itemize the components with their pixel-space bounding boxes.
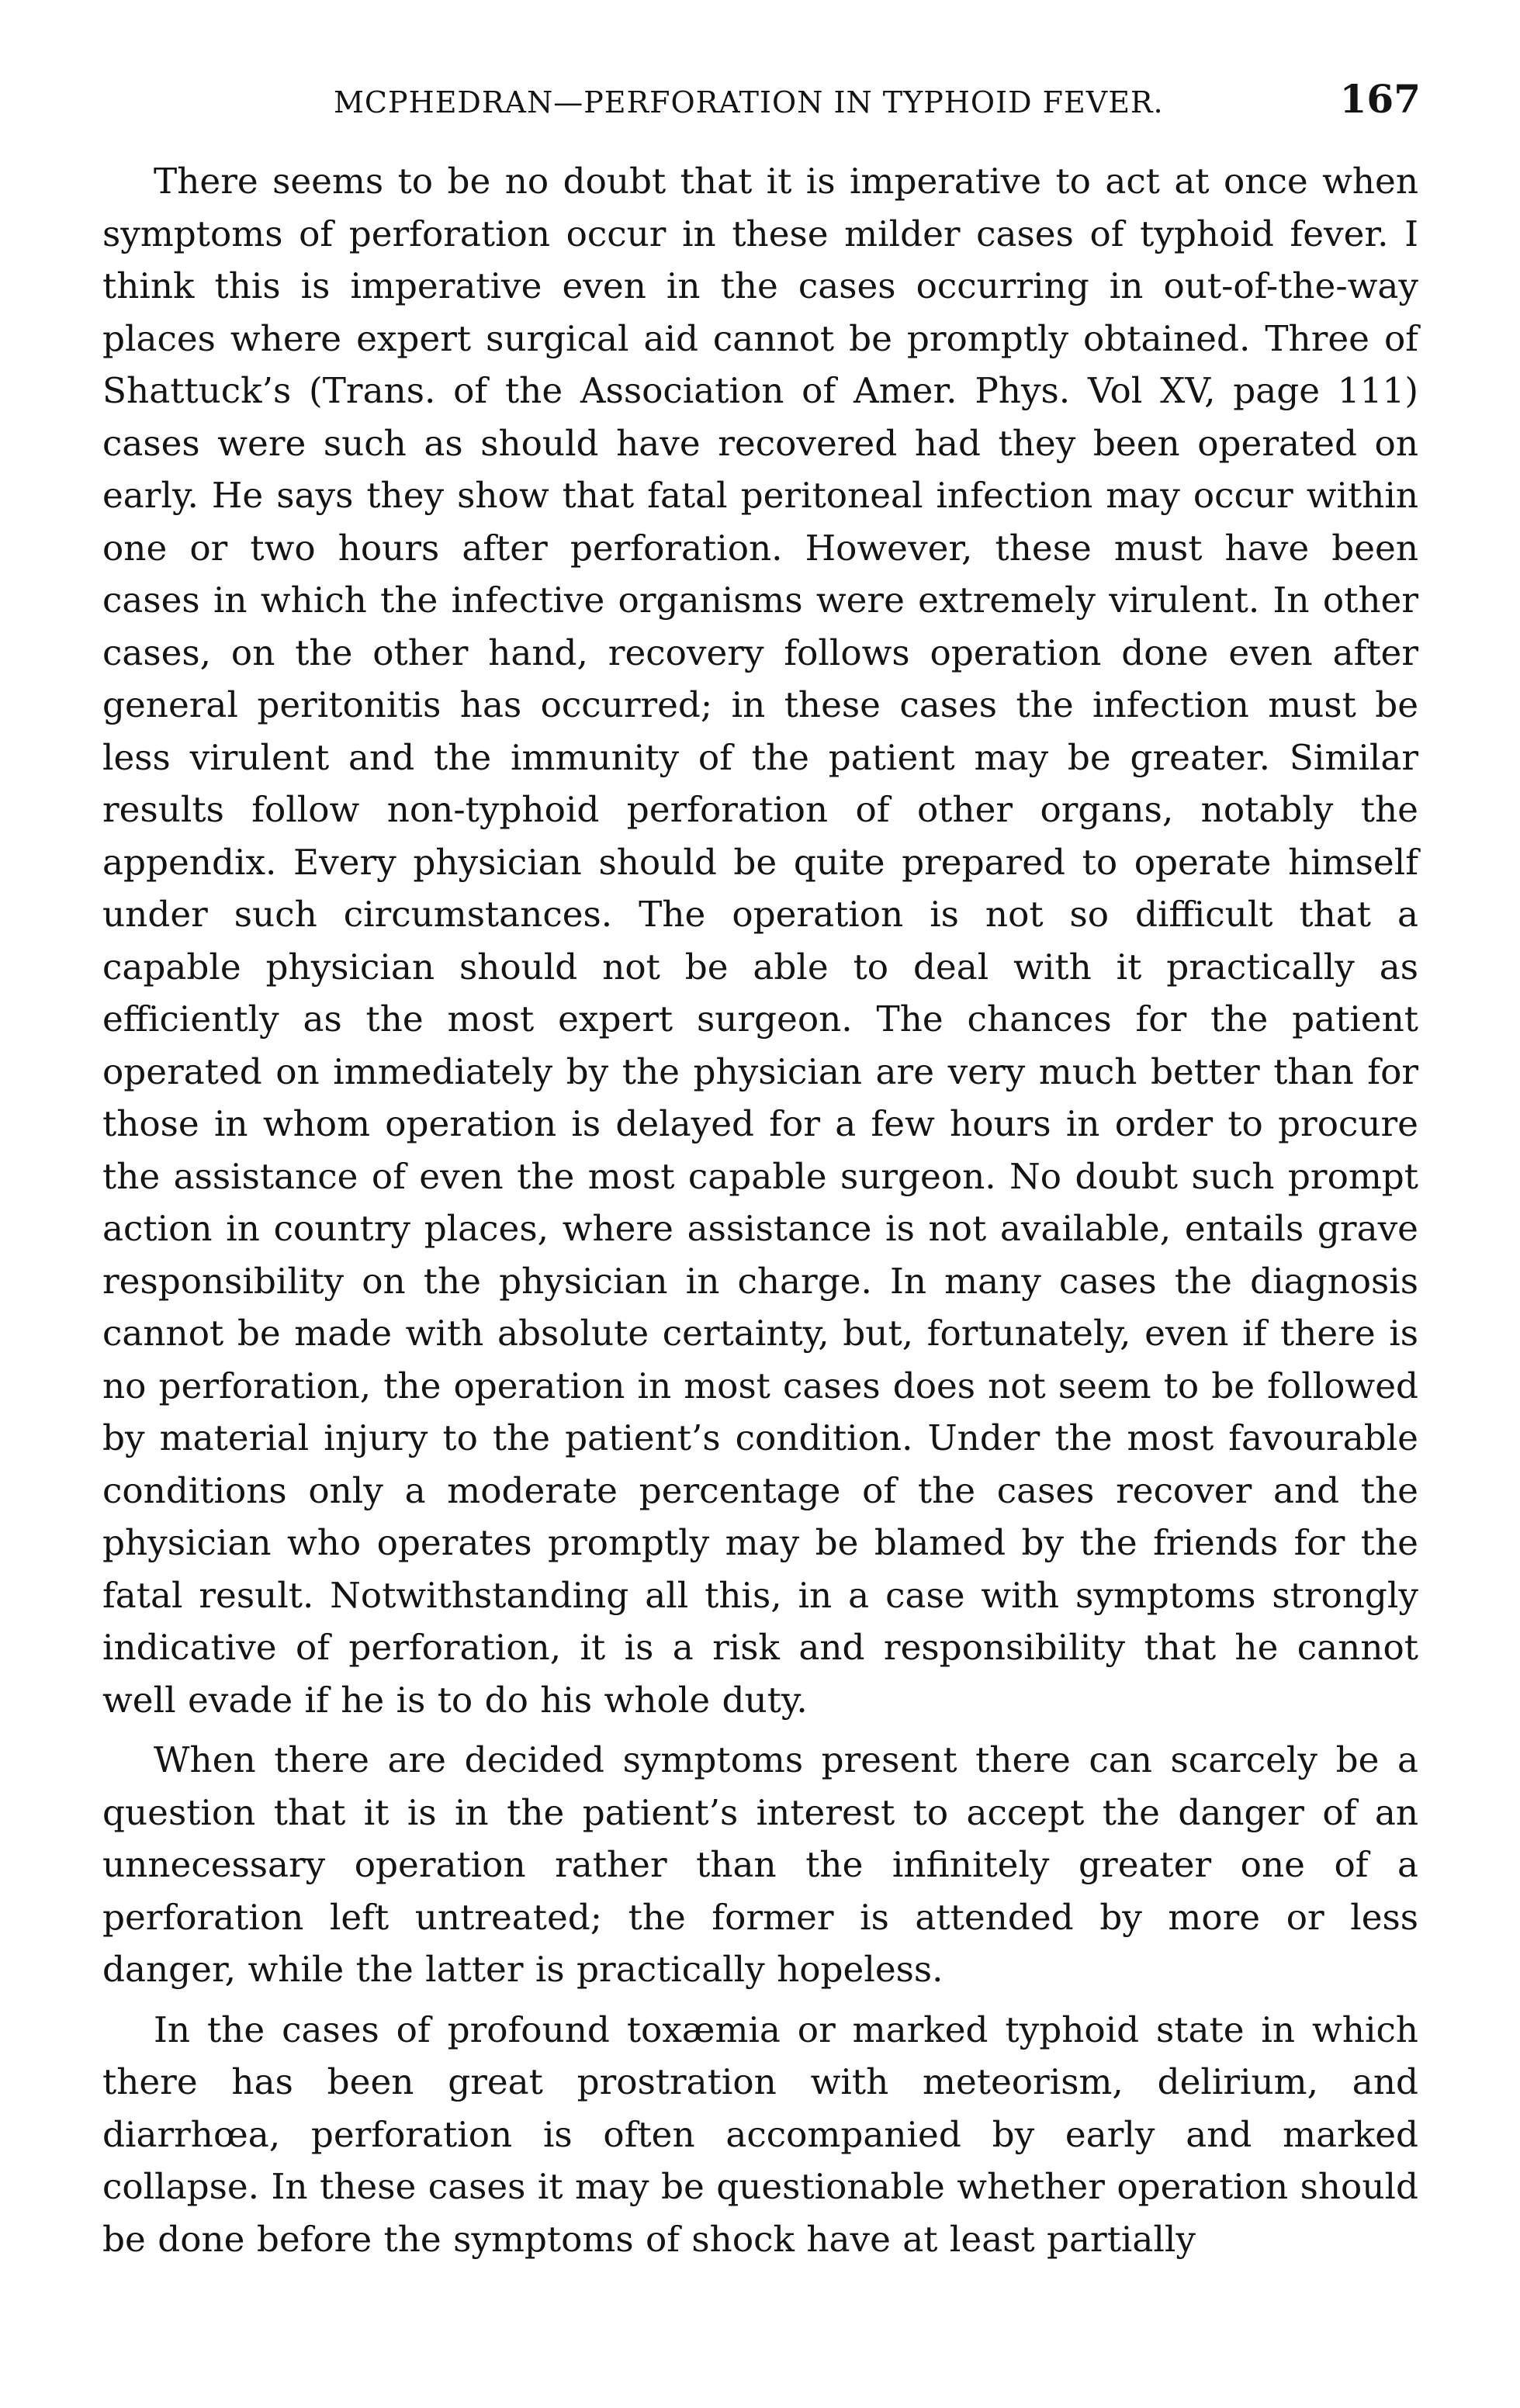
page-number: 167 (1339, 76, 1421, 122)
paragraph-2: When there are decided symptoms present there can scarcely be a question that it is in the patient’s interest to accept the danger of an unnecessary operation rather than the infinitely greater one of a perforation left untreated; the former is attended by more or less danger, while the latter is practically hopeless. (102, 1739, 1418, 1990)
body-text (102, 155, 1418, 2265)
running-title: MCPHEDRAN—PERFORATION IN TYPHOID FEVER. (334, 85, 1164, 119)
paragraph-1: There seems to be no doubt that it is imperative to act at once when symptoms of perforation occur in these milder cases of typhoid fever. I think this is imperative even in the cases occurring in out-of-the-way places where expert surgical aid cannot be promptly obtained. Three of Shattuck’s (Trans. of the Association of Amer. Phys. Vol XV, page 111) cases were such as should have recovered had they been operated on early. He says they show that fatal peritoneal infection may occur within one or two hours after perforation. However, these must have been cases in which the infective organisms were extremely virulent. In other cases, on the other hand, recovery follows operation done even after general peritonitis has occurred; in these cases the infection must be less virulent and the immunity of the patient may be greater. Similar results follow non-typhoid perforation of other organs, notably the appendix. Every physician should be quite prepared to operate himself under such circumstances. The operation is not so difficult that a capable physician should not be able to deal with it practically as efficiently as the most expert surgeon. The chances for the patient operated on immediately by the physician are very much better than for those in whom operation is delayed for a few hours in order to procure the assistance of even the most capable surgeon. No doubt such prompt action in country places, where assistance is not available, entails grave responsibility on the physician in charge. In many cases the diagnosis cannot be made with absolute certainty, but, fortunately, even if there is no perforation, the operation in most cases does not seem to be followed by material injury to the patient’s condition. Under the most favourable conditions only a moderate percentage of the cases recover and the physician who operates promptly may be blamed by the friends for the fatal result. Notwithstanding all this, in a case with symptoms strongly indicative of perforation, it is a risk and responsibility that he cannot well evade if he is to do his whole duty. (102, 161, 1418, 1721)
page-header (0, 76, 1520, 138)
paragraph-3: In the cases of profound toxæmia or marked typhoid state in which there has been great prostration with meteorism, delirium, and diarrhœa, perforation is often accompanied by early and marked collapse. In these cases it may be questionable whether operation should be done before the symptoms of shock have at least partially (102, 2008, 1418, 2260)
